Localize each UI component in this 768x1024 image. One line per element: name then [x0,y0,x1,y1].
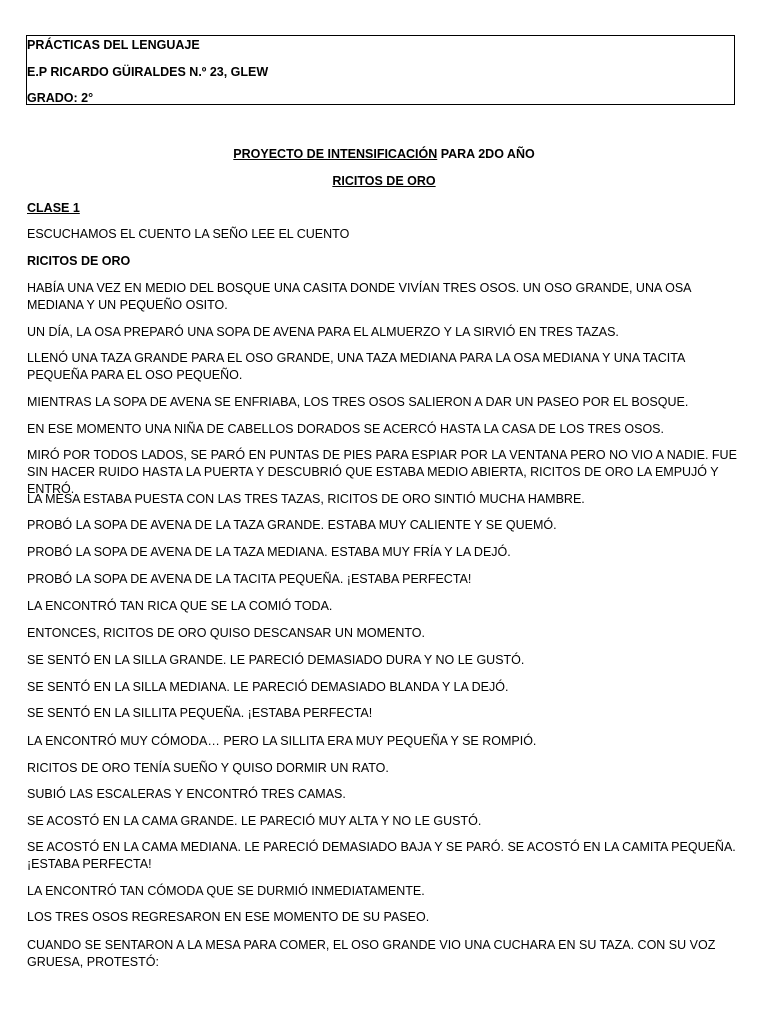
project-title-rest: PARA 2DO AÑO [437,147,535,161]
paragraph-11: LA ENCONTRÓ TAN RICA QUE SE LA COMIÓ TODA. [27,599,333,613]
paragraph-23: CUANDO SE SENTARON A LA MESA PARA COMER, EL OSO GRANDE VIO UNA CUCHARA EN SU TAZA. CON SU VOZ GRUESA, PROTESTÓ: [27,938,716,969]
grade-line: GRADO: 2° [27,91,94,105]
paragraph-19: SE ACOSTÓ EN LA CAMA GRANDE. LE PARECIÓ MUY ALTA Y NO LE GUSTÓ. [27,814,482,828]
paragraph-16: LA ENCONTRÓ MUY CÓMODA… PERO LA SILLITA ERA MUY PEQUEÑA Y SE ROMPIÓ. [27,734,537,748]
story-title: RICITOS DE ORO [332,174,436,188]
paragraph-5: EN ESE MOMENTO UNA NIÑA DE CABELLOS DORADOS SE ACERCÓ HASTA LA CASA DE LOS TRES OSOS. [27,422,664,436]
paragraph-7: LA MESA ESTABA PUESTA CON LAS TRES TAZAS, RICITOS DE ORO SINTIÓ MUCHA HAMBRE. [27,492,585,506]
paragraph-10: PROBÓ LA SOPA DE AVENA DE LA TACITA PEQUEÑA. ¡ESTABA PERFECTA! [27,572,472,586]
paragraph-17: RICITOS DE ORO TENÍA SUEÑO Y QUISO DORMIR UN RATO. [27,761,389,775]
project-title-underlined: PROYECTO DE INTENSIFICACIÓN [233,147,438,161]
paragraph-12: ENTONCES, RICITOS DE ORO QUISO DESCANSAR UN MOMENTO. [27,626,425,640]
paragraph-21: LA ENCONTRÓ TAN CÓMODA QUE SE DURMIÓ INMEDIATAMENTE. [27,884,425,898]
paragraph-15: SE SENTÓ EN LA SILLITA PEQUEÑA. ¡ESTABA PERFECTA! [27,706,373,720]
paragraph-2: UN DÍA, LA OSA PREPARÓ UNA SOPA DE AVENA PARA EL ALMUERZO Y LA SIRVIÓ EN TRES TAZAS. [27,325,619,339]
school-line: E.P RICARDO GÜIRALDES N.º 23, GLEW [27,65,269,79]
paragraph-6: MIRÓ POR TODOS LADOS, SE PARÓ EN PUNTAS DE PIES PARA ESPIAR POR LA VENTANA PERO NO VIO A NADIE. FUE SIN HACER RUIDO HASTA LA PUERTA Y DESCUBRIÓ QUE ESTABA MEDIO ABIERTA, RICITOS DE ORO LA EMPUJÓ Y ENTRÓ. [27,448,737,496]
project-title [0,147,768,161]
paragraph-20: SE ACOSTÓ EN LA CAMA MEDIANA. LE PARECIÓ DEMASIADO BAJA Y SE PARÓ. SE ACOSTÓ EN LA CAMITA PEQUEÑA. ¡ESTABA PERFECTA! [27,840,736,871]
intro-line: ESCUCHAMOS EL CUENTO LA SEÑO LEE EL CUENTO [27,227,350,241]
story-heading: RICITOS DE ORO [27,254,131,268]
paragraph-22: LOS TRES OSOS REGRESARON EN ESE MOMENTO DE SU PASEO. [27,910,430,924]
paragraph-9: PROBÓ LA SOPA DE AVENA DE LA TAZA MEDIANA. ESTABA MUY FRÍA Y LA DEJÓ. [27,545,511,559]
paragraph-1: HABÍA UNA VEZ EN MEDIO DEL BOSQUE UNA CASITA DONDE VIVÍAN TRES OSOS. UN OSO GRANDE, UNA OSA MEDIANA Y UN PEQUEÑO OSITO. [27,281,691,312]
paragraph-13: SE SENTÓ EN LA SILLA GRANDE. LE PARECIÓ DEMASIADO DURA Y NO LE GUSTÓ. [27,653,525,667]
class-label: CLASE 1 [27,201,80,215]
paragraph-8: PROBÓ LA SOPA DE AVENA DE LA TAZA GRANDE. ESTABA MUY CALIENTE Y SE QUEMÓ. [27,518,557,532]
header-box [26,35,735,105]
paragraph-14: SE SENTÓ EN LA SILLA MEDIANA. LE PARECIÓ DEMASIADO BLANDA Y LA DEJÓ. [27,680,509,694]
subject-line: PRÁCTICAS DEL LENGUAJE [27,38,200,52]
paragraph-3: LLENÓ UNA TAZA GRANDE PARA EL OSO GRANDE, UNA TAZA MEDIANA PARA LA OSA MEDIANA Y UNA TACITA PEQUEÑA PARA EL OSO PEQUEÑO. [27,351,685,382]
paragraph-18: SUBIÓ LAS ESCALERAS Y ENCONTRÓ TRES CAMAS. [27,787,346,801]
paragraph-4: MIENTRAS LA SOPA DE AVENA SE ENFRIABA, LOS TRES OSOS SALIERON A DAR UN PASEO POR EL BOSQUE. [27,395,689,409]
